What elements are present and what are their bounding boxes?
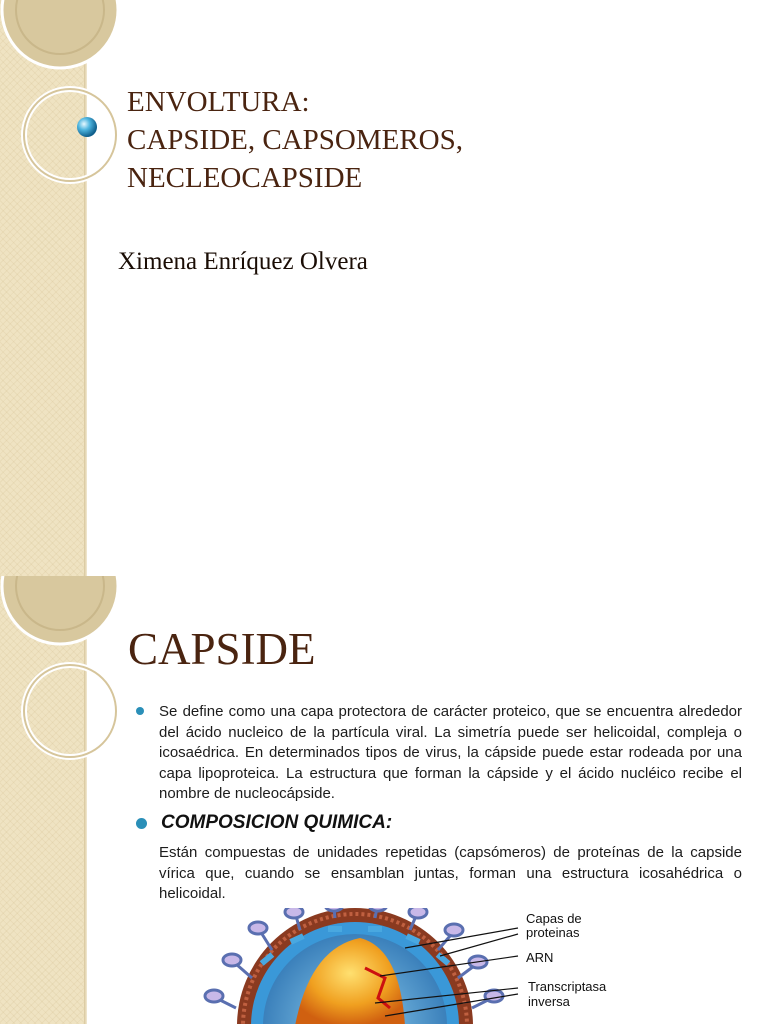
virus-diagram	[200, 908, 660, 1024]
bullet-icon	[136, 707, 144, 715]
definition-paragraph: Se define como una capa protectora de carácter proteico, que se encuentra alrededor del ácido nucleico de la partícula viral. La simetría puede ser helicoidal, compleja o icosaédrica. En determinados tipos de virus, la cápside puede estar rodeada por una capa lipoproteica. La estructura que forman la cápside y el ácido nucléico recibe el nombre de nucleocápside.	[159, 703, 742, 802]
label-protein-layers: Capas de	[526, 911, 582, 926]
composition-paragraph: Están compuestas de unidades repetidas (capsómeros) de proteínas de la capside vírica que, cuando se ensamblan juntas, forman una estructura icosahédrica o helicoidal.	[159, 844, 742, 902]
label-rna: ARN	[526, 950, 554, 965]
virus-particle	[205, 908, 503, 1024]
label-reverse-transcriptase: Transcriptasa	[528, 979, 607, 994]
slide-title: ENVOLTURA: CAPSIDE, CAPSOMEROS, NECLEOCAPSIDE	[127, 86, 464, 194]
decorative-rings	[0, 0, 140, 576]
slide-title: CAPSIDE	[128, 624, 316, 674]
label-protein-layers-2: proteinas	[526, 925, 580, 940]
author-name: Ximena Enríquez Olvera	[118, 248, 368, 275]
bullet-icon	[136, 818, 147, 829]
blue-sphere-icon	[77, 117, 97, 137]
section-subheading: COMPOSICION QUIMICA:	[161, 812, 393, 833]
label-reverse-transcriptase-2: inversa	[528, 994, 570, 1009]
ring-shape	[2, 0, 118, 68]
capside-slide	[0, 576, 768, 1024]
ring-shape	[2, 576, 118, 644]
decorative-rings	[0, 576, 140, 1024]
